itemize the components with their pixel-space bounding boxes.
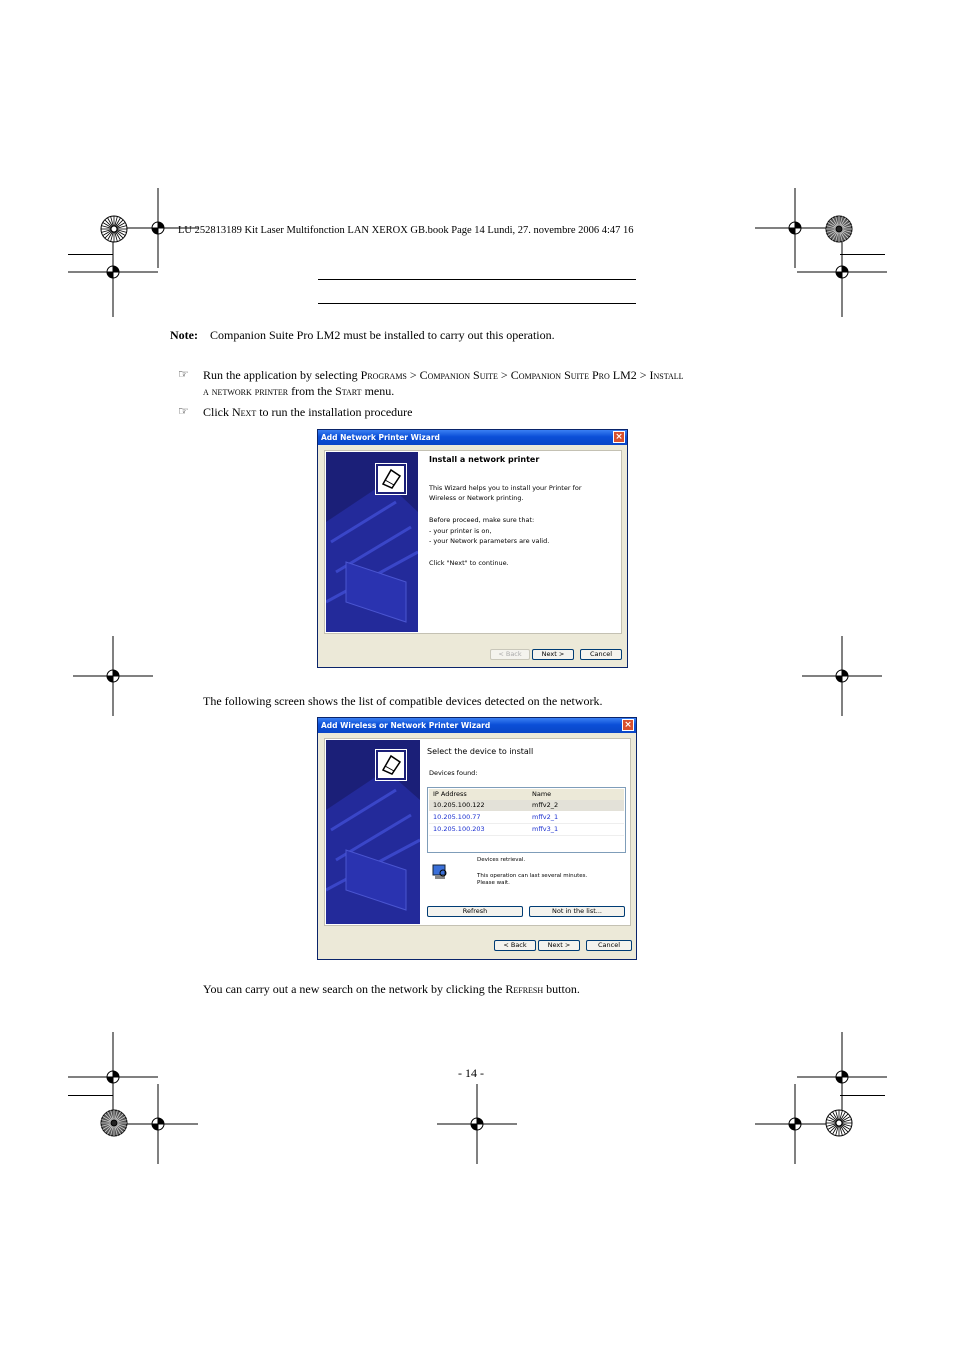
wizard-page — [324, 738, 631, 926]
crop-mark — [840, 1095, 885, 1096]
step-2 — [203, 405, 413, 420]
divider-bottom — [318, 303, 636, 304]
wizard-text: Click "Next" to continue. — [429, 559, 509, 567]
row-name: mffv3_1 — [532, 825, 559, 833]
back-button[interactable]: < Back — [494, 940, 536, 951]
back-button[interactable]: < Back — [490, 649, 530, 660]
close-icon[interactable]: × — [613, 431, 625, 443]
add-wireless-printer-dialog — [317, 717, 637, 960]
devices-found-label: Devices found: — [429, 769, 478, 777]
computer-search-icon — [431, 863, 449, 881]
divider-top — [318, 279, 636, 280]
step-1-menu-path: Programs > Companion Suite > Companion Suite Pro LM2 > Install — [360, 368, 684, 382]
step-2-suffix: to run the installation procedure — [256, 405, 413, 419]
pointing-hand-icon: ☞ — [178, 367, 189, 381]
row-name: mffv2_2 — [532, 801, 559, 809]
table-row[interactable] — [429, 824, 624, 836]
wizard-text: Before proceed, make sure that: — [429, 516, 535, 524]
cancel-button[interactable]: Cancel — [580, 649, 622, 660]
caption-devices: The following screen shows the list of compatible devices detected on the network. — [203, 694, 603, 708]
step-1-menu-path-end: a network printer — [203, 384, 289, 398]
status-text: Devices retrieval. — [477, 857, 526, 863]
wizard-page — [324, 450, 622, 634]
header-file-info: LU 252813189 Kit Laser Multifonction LAN XEROX GB.book Page 14 Lundi, 27. novembre 2006 4:47 16 — [178, 225, 634, 236]
step-2-prefix: Click — [203, 405, 232, 419]
printer-wizard-icon — [376, 464, 406, 494]
step-1-suffix: menu. — [361, 384, 395, 398]
wizard-text: - your printer is on, — [429, 527, 492, 535]
cancel-button[interactable]: Cancel — [586, 940, 632, 951]
step-1-mid: from the — [288, 384, 336, 398]
step-1-line-1 — [203, 368, 684, 383]
not-in-list-button[interactable]: Not in the list... — [529, 906, 625, 917]
caption-refresh-prefix: You can carry out a new search on the network by clicking the — [203, 982, 506, 996]
step-1-prefix: Run the application by selecting — [203, 368, 361, 382]
add-network-printer-dialog — [317, 429, 628, 668]
devices-table[interactable] — [427, 787, 626, 853]
column-header-ip[interactable]: IP Address — [433, 790, 467, 798]
registration-mark-icon — [437, 1084, 517, 1164]
note — [170, 328, 555, 343]
crop-mark — [840, 254, 885, 255]
caption-refresh-button: Refresh — [505, 982, 544, 996]
wizard-heading: Install a network printer — [429, 455, 540, 464]
column-header-name[interactable]: Name — [532, 790, 552, 798]
registration-mark-icon — [755, 1084, 835, 1164]
row-ip: 10.205.100.77 — [433, 813, 481, 821]
dialog-title: Add Wireless or Network Printer Wizard — [321, 721, 491, 730]
crop-mark — [68, 254, 113, 255]
next-button[interactable]: Next > — [532, 649, 574, 660]
color-rosette-icon — [824, 1108, 854, 1138]
row-name: mffv2_1 — [532, 813, 559, 821]
step-1-line-2 — [203, 384, 394, 399]
crop-mark — [68, 1095, 113, 1096]
dialog-titlebar — [318, 718, 636, 733]
wizard-side-panel — [326, 740, 420, 924]
page-number: - 14 - — [458, 1066, 484, 1080]
color-rosette-icon — [824, 214, 854, 244]
color-rosette-icon — [99, 214, 129, 244]
table-row[interactable] — [429, 812, 624, 824]
next-button[interactable]: Next > — [538, 940, 580, 951]
status-text: This operation can last several minutes. — [477, 873, 588, 879]
row-ip: 10.205.100.203 — [433, 825, 485, 833]
caption-refresh — [203, 982, 580, 997]
caption-refresh-suffix: button. — [543, 982, 580, 996]
step-2-button-name: Next — [232, 405, 257, 419]
wizard-text: Wireless or Network printing. — [429, 494, 524, 502]
registration-mark-icon — [118, 1084, 198, 1164]
wizard-text: - your Network parameters are valid. — [429, 537, 550, 545]
status-text: Please wait. — [477, 880, 510, 886]
dialog-titlebar — [318, 430, 627, 445]
wizard-side-panel — [326, 452, 418, 632]
registration-mark-icon — [73, 636, 153, 716]
wizard-text: This Wizard helps you to install your Printer for — [429, 484, 582, 492]
dialog-title: Add Network Printer Wizard — [321, 433, 440, 442]
row-ip: 10.205.100.122 — [433, 801, 485, 809]
close-icon[interactable]: × — [622, 719, 634, 731]
refresh-button[interactable]: Refresh — [427, 906, 523, 917]
step-1-start-menu: Start — [335, 384, 362, 398]
note-label: Note: — [170, 328, 198, 342]
wizard-heading: Select the device to install — [427, 747, 534, 756]
table-row[interactable] — [429, 800, 624, 811]
printer-wizard-icon — [376, 750, 406, 780]
registration-mark-icon — [802, 636, 882, 716]
pointing-hand-icon: ☞ — [178, 404, 189, 418]
color-rosette-icon — [99, 1108, 129, 1138]
note-text: Companion Suite Pro LM2 must be installed to carry out this operation. — [209, 328, 555, 342]
